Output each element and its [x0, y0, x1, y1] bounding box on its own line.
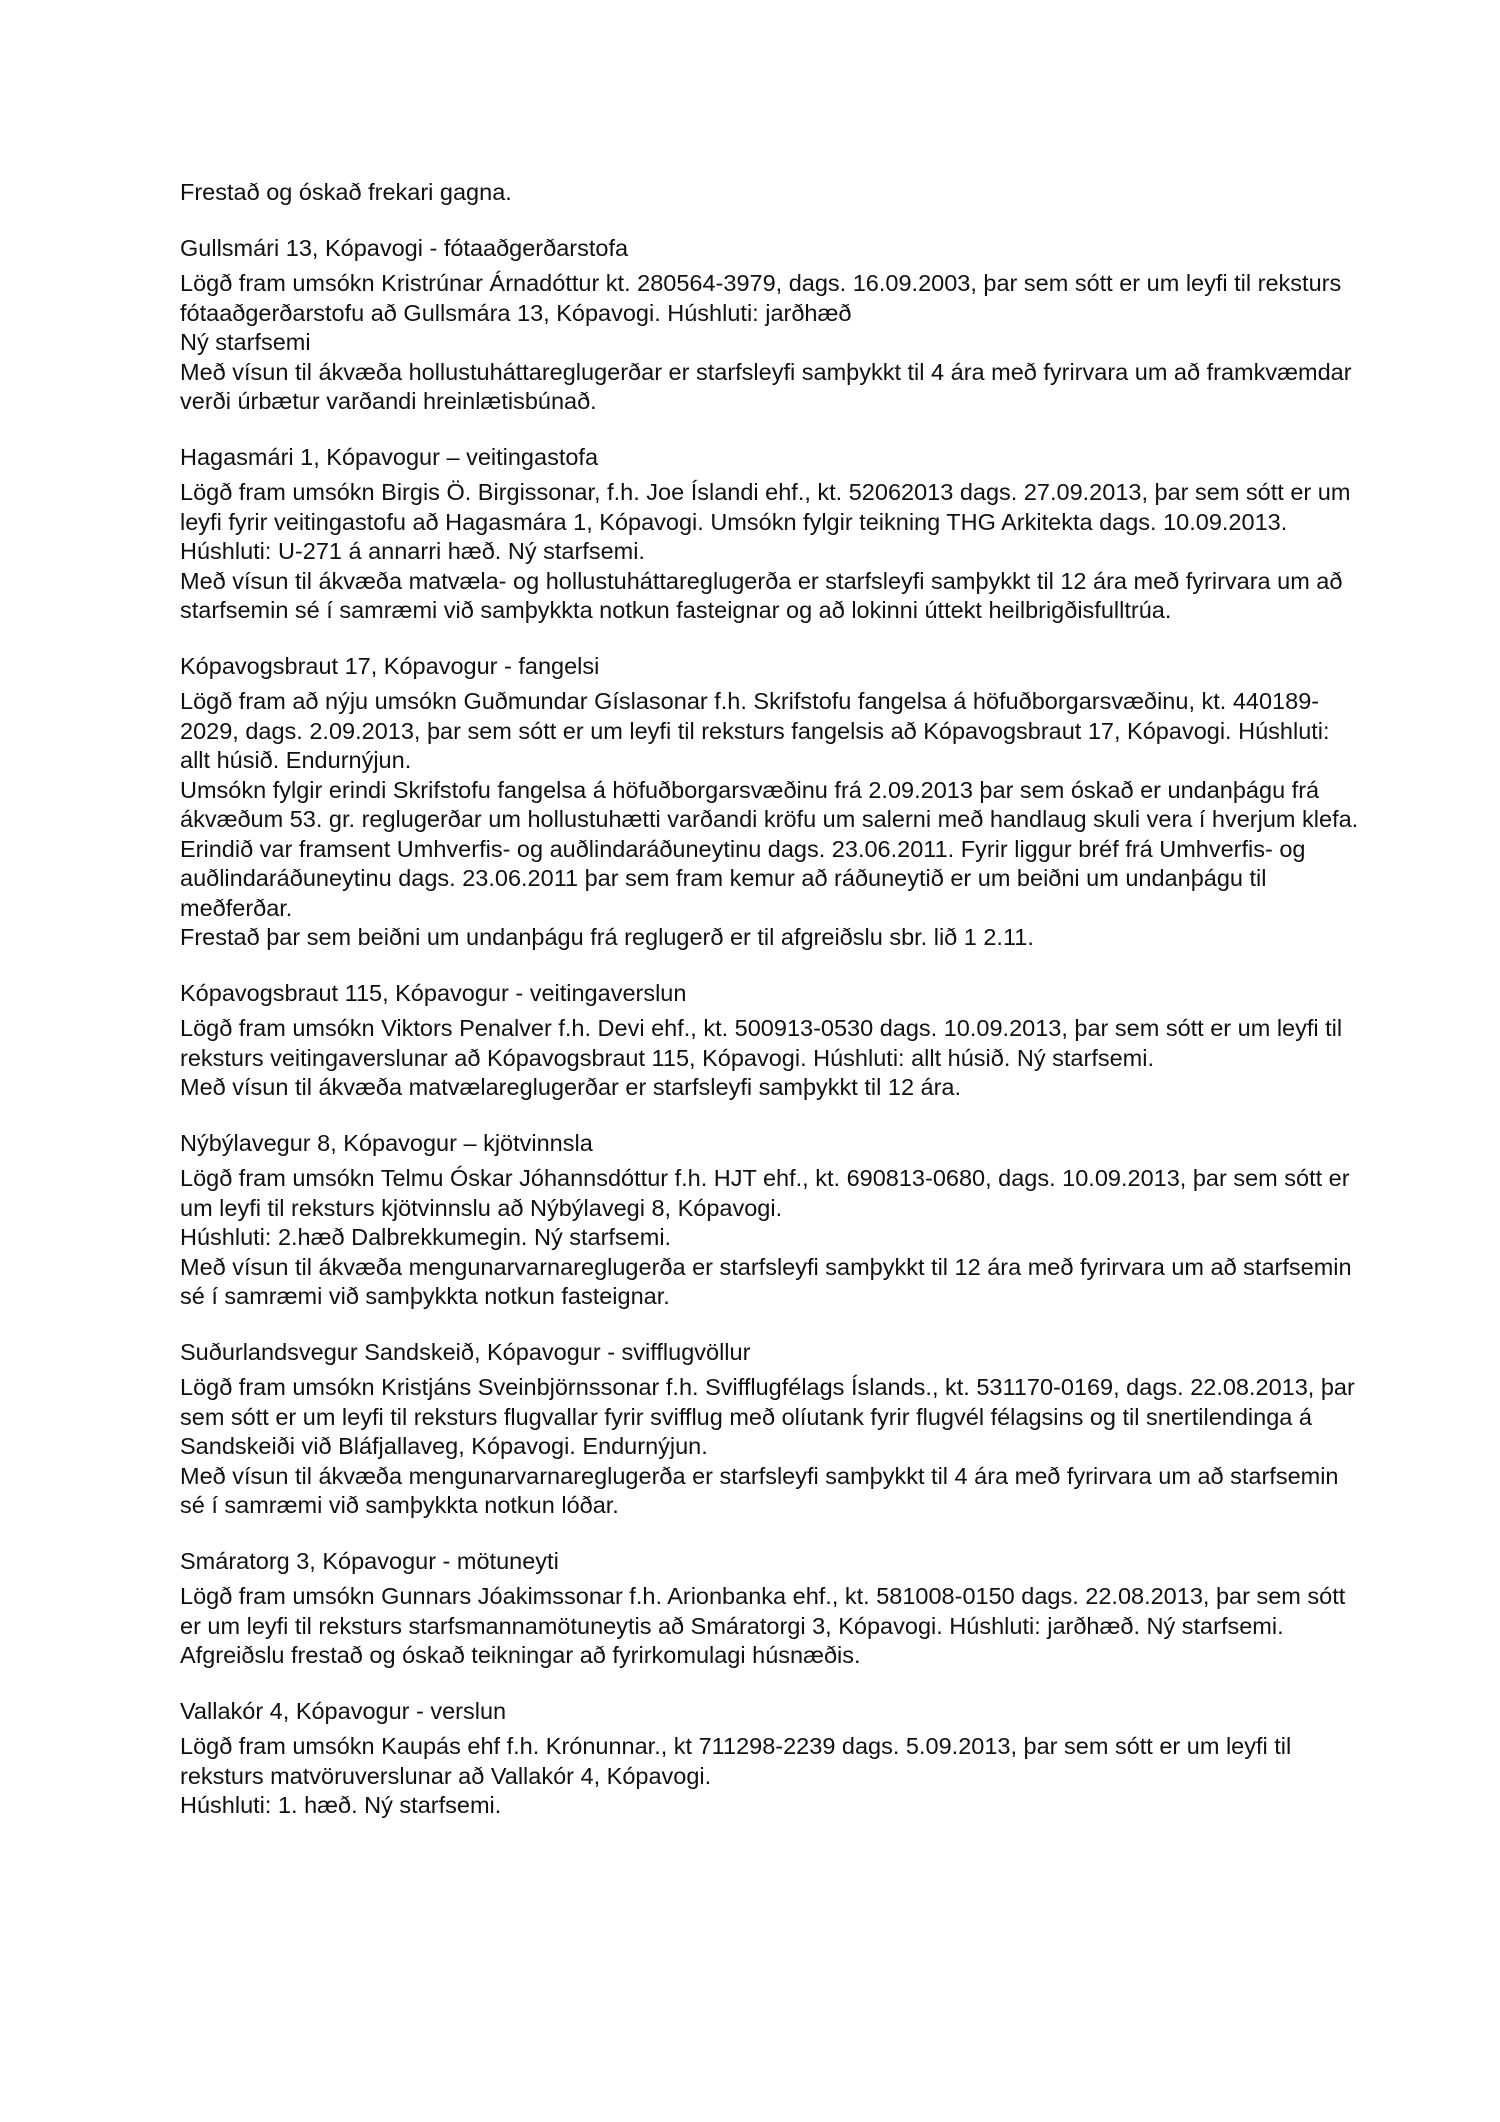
section-heading: Smáratorg 3, Kópavogur - mötuneyti — [180, 1547, 559, 1574]
section-paragraph: Frestað þar sem beiðni um undanþágu frá reglugerð er til afgreiðslu sbr. lið 1 2.11. — [180, 924, 1034, 950]
section-paragraph: Með vísun til ákvæða matvæla- og hollustuháttareglugerða er starfsleyfi samþykkt til 12 ára með fyrirvara um að starfsemin sé í samræmi við samþykkta notkun fasteignar og að lokinni úttekt heilbrigðisfulltrúa. — [180, 567, 1343, 623]
section-sudurlandsvegur — [180, 1338, 1360, 1521]
section-paragraph: Lögð fram umsókn Kaupás ehf f.h. Krónunnar., kt 711298-2239 dags. 5.09.2013, þar sem sótt er um leyfi til reksturs matvöruverslunar að Vallakór 4, Kópavogi. — [180, 1733, 1292, 1789]
section-paragraph: Lögð fram umsókn Kristjáns Sveinbjörnssonar f.h. Svifflugfélags Íslands., kt. 531170-0169, dags. 22.08.2013, þar sem sótt er um leyfi til reksturs flugvallar fyrir svifflug með olíutank fyrir flugvél félagsins og til snertilendinga á Sandskeiði við Bláfjallaveg, Kópavogi. Endurnýjun. — [180, 1374, 1355, 1459]
section-smaratorg — [180, 1547, 1360, 1671]
section-paragraph: Lögð fram umsókn Telmu Óskar Jóhannsdóttur f.h. HJT ehf., kt. 690813-0680, dags. 10.09.2013, þar sem sótt er um leyfi til reksturs kjötvinnslu að Nýbýlavegi 8, Kópavogi. — [180, 1165, 1350, 1221]
section-hagasmari — [180, 443, 1360, 626]
section-heading: Gullsmári 13, Kópavogi - fótaaðgerðarstofa — [180, 234, 629, 261]
section-vallakor — [180, 1697, 1360, 1821]
intro-text: Frestað og óskað frekari gagna. — [180, 179, 512, 205]
section-paragraph: Lögð fram umsókn Gunnars Jóakimssonar f.h. Arionbanka ehf., kt. 581008-0150 dags. 22.08.2013, þar sem sótt er um leyfi til reksturs starfsmannamötuneytis að Smáratorgi 3, Kópavogi. Húshluti: jarðhæð. Ný starfsemi. — [180, 1583, 1346, 1639]
section-gullsmari — [180, 234, 1360, 417]
section-kopavogsbraut-17 — [180, 652, 1360, 953]
section-heading: Nýbýlavegur 8, Kópavogur – kjötvinnsla — [180, 1129, 593, 1156]
section-paragraph: Lögð fram að nýju umsókn Guðmundar Gíslasonar f.h. Skrifstofu fangelsa á höfuðborgarsvæðinu, kt. 440189-2029, dags. 2.09.2013, þar sem sótt er um leyfi til reksturs fangelsis að Kópavogsbraut 17, Kópavogi. Húshluti: allt húsið. Endurnýjun. — [180, 688, 1330, 773]
section-heading: Kópavogsbraut 17, Kópavogur - fangelsi — [180, 652, 600, 679]
section-kopavogsbraut-115 — [180, 979, 1360, 1103]
section-paragraph: Með vísun til ákvæða matvælareglugerðar er starfsleyfi samþykkt til 12 ára. — [180, 1074, 962, 1100]
section-paragraph: Umsókn fylgir erindi Skrifstofu fangelsa á höfuðborgarsvæðinu frá 2.09.2013 þar sem óskað er undanþágu frá ákvæðum 53. gr. reglugerðar um hollustuhætti varðandi kröfu um salerni með handlaug skuli vera í hverjum klefa. Erindið var framsent Umhverfis- og auðlindaráðuneytinu dags. 23.06.2011. Fyrir liggur bréf frá Umhverfis- og auðlindaráðuneytinu dags. 23.06.2011 þar sem fram kemur að ráðuneytið er um beiðni um undanþágu til meðferðar. — [180, 776, 1359, 921]
document-page — [180, 178, 1360, 1847]
section-nybylavegur — [180, 1129, 1360, 1312]
section-paragraph: Með vísun til ákvæða mengunarvarnareglugerða er starfsleyfi samþykkt til 12 ára með fyrirvara um að starfsemin sé í samræmi við samþykkta notkun fasteignar. — [180, 1253, 1352, 1309]
section-paragraph: Lögð fram umsókn Birgis Ö. Birgissonar, f.h. Joe Íslandi ehf., kt. 52062013 dags. 27.09.2013, þar sem sótt er um leyfi fyrir veitingastofu að Hagasmára 1, Kópavogi. Umsókn fylgir teikning THG Arkitekta dags. 10.09.2013. Húshluti: U-271 á annarri hæð. Ný starfsemi. — [180, 479, 1351, 564]
section-paragraph: Ný starfsemi — [180, 329, 311, 355]
section-paragraph: Húshluti: 1. hæð. Ný starfsemi. — [180, 1792, 502, 1818]
section-heading: Kópavogsbraut 115, Kópavogur - veitingaverslun — [180, 979, 687, 1006]
section-paragraph: Afgreiðslu frestað og óskað teikningar að fyrirkomulagi húsnæðis. — [180, 1642, 861, 1668]
section-paragraph: Lögð fram umsókn Viktors Penalver f.h. Devi ehf., kt. 500913-0530 dags. 10.09.2013, þar sem sótt er um leyfi til reksturs veitingaverslunar að Kópavogsbraut 115, Kópavogi. Húshluti: allt húsið. Ný starfsemi. — [180, 1015, 1343, 1071]
section-paragraph: Með vísun til ákvæða mengunarvarnareglugerða er starfsleyfi samþykkt til 4 ára með fyrirvara um að starfsemin sé í samræmi við samþykkta notkun lóðar. — [180, 1462, 1339, 1518]
section-paragraph: Með vísun til ákvæða hollustuháttareglugerðar er starfsleyfi samþykkt til 4 ára með fyrirvara um að framkvæmdar verði úrbætur varðandi hreinlætisbúnað. — [180, 358, 1352, 414]
section-paragraph: Lögð fram umsókn Kristrúnar Árnadóttur kt. 280564-3979, dags. 16.09.2003, þar sem sótt er um leyfi til reksturs fótaaðgerðarstofu að Gullsmára 13, Kópavogi. Húshluti: jarðhæð — [180, 270, 1342, 326]
section-paragraph: Húshluti: 2.hæð Dalbrekkumegin. Ný starfsemi. — [180, 1224, 672, 1250]
section-heading: Hagasmári 1, Kópavogur – veitingastofa — [180, 443, 599, 470]
section-heading: Vallakór 4, Kópavogur - verslun — [180, 1697, 507, 1724]
section-heading: Suðurlandsvegur Sandskeið, Kópavogur - svifflugvöllur — [180, 1338, 751, 1365]
